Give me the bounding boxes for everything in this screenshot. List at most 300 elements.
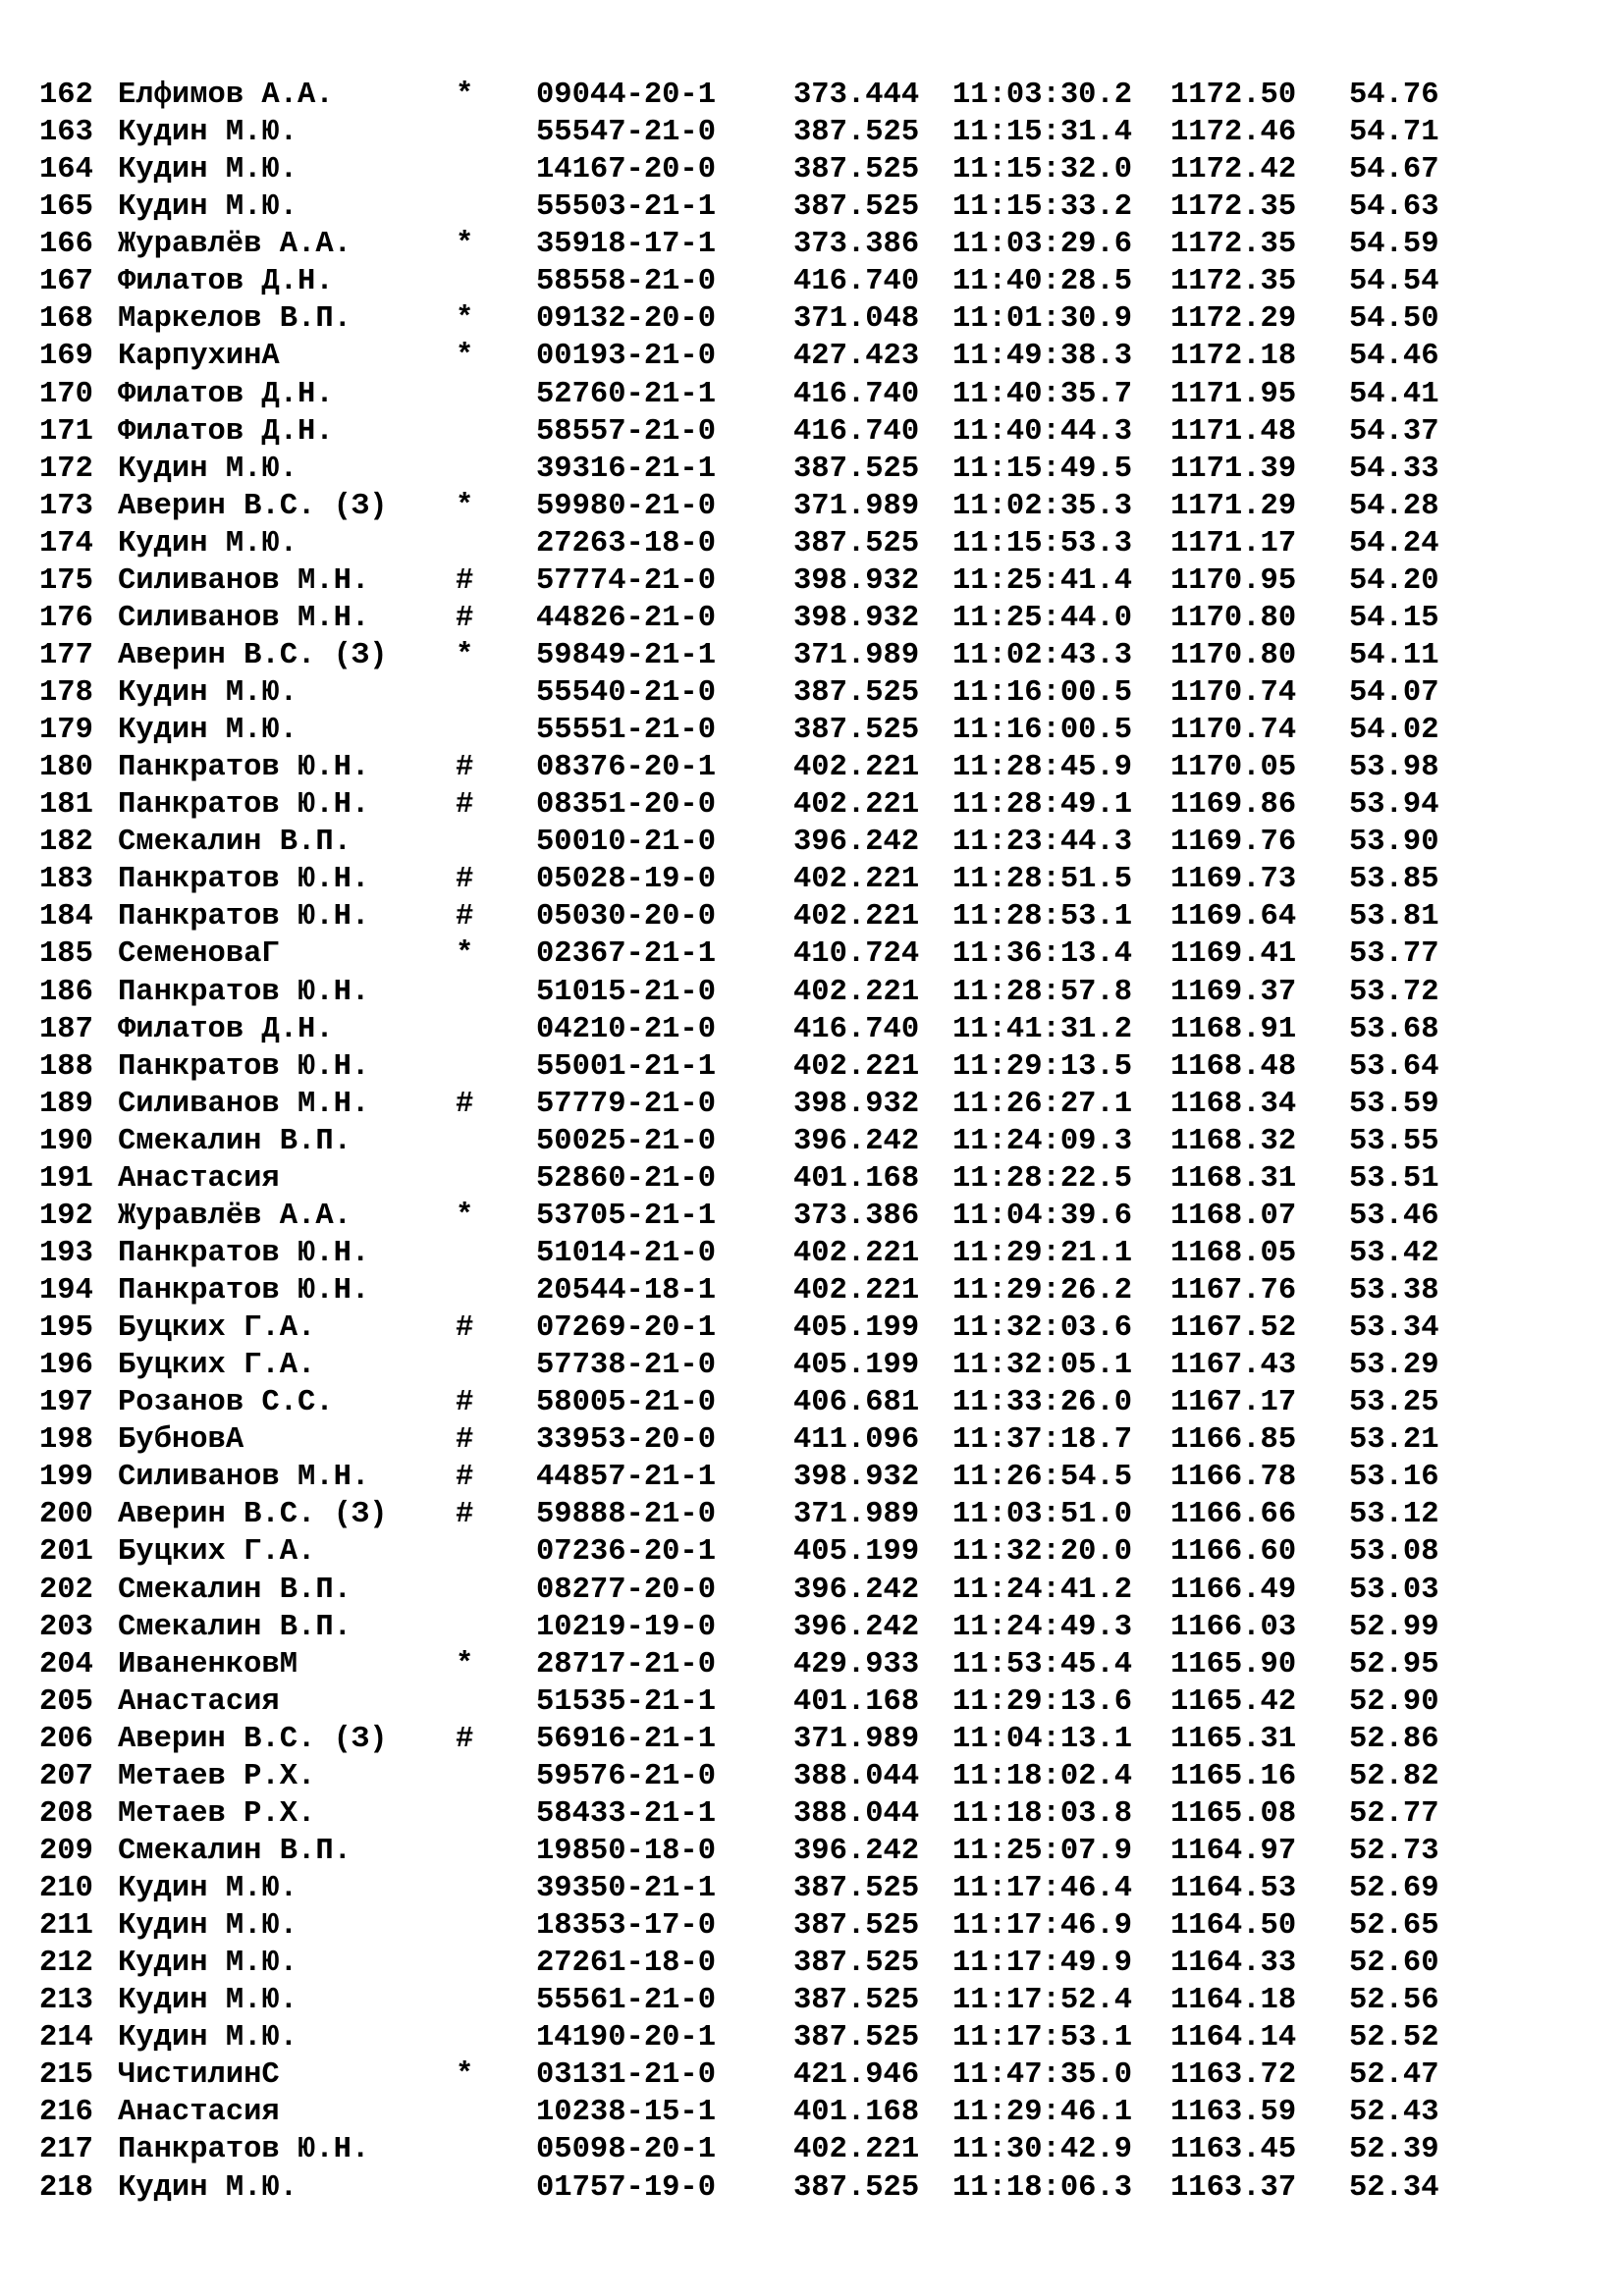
- arrival-time: 11:17:53.1: [952, 2021, 1133, 2056]
- participant-name: Анастасия: [118, 1161, 280, 1196]
- points: 53.64: [1349, 1049, 1439, 1084]
- points: 52.69: [1349, 1872, 1439, 1905]
- distance: 402.221: [793, 788, 920, 823]
- table-row: [39, 413, 1591, 451]
- place: 174: [39, 526, 93, 561]
- speed: 1172.46: [1170, 116, 1297, 150]
- points: 52.56: [1349, 1984, 1439, 2018]
- points: 54.63: [1349, 190, 1439, 225]
- participant-name: Панкратов Ю.Н.: [118, 975, 370, 1009]
- place: 184: [39, 900, 93, 934]
- arrival-time: 11:28:45.9: [952, 751, 1133, 785]
- participant-name: Смекалин В.П.: [118, 1834, 352, 1868]
- points: 53.42: [1349, 1236, 1439, 1270]
- arrival-time: 11:30:42.9: [952, 2133, 1133, 2167]
- participant-name: Филатов Д.Н.: [118, 377, 334, 411]
- arrival-time: 11:28:53.1: [952, 900, 1133, 934]
- arrival-time: 11:02:43.3: [952, 638, 1133, 672]
- distance: 387.525: [793, 676, 920, 710]
- participant-name: Розанов С.С.: [118, 1386, 334, 1420]
- points: 54.54: [1349, 265, 1439, 299]
- distance: 371.989: [793, 1498, 920, 1532]
- arrival-time: 11:23:44.3: [952, 826, 1133, 860]
- participant-name: Кудин М.Ю.: [118, 1984, 298, 2018]
- ring-number: 14167-20-0: [536, 153, 717, 187]
- speed: 1164.50: [1170, 1909, 1297, 1944]
- participant-name: Кудин М.Ю.: [118, 190, 298, 225]
- mark-symbol: #: [456, 1386, 474, 1420]
- distance: 387.525: [793, 714, 920, 748]
- arrival-time: 11:29:13.6: [952, 1684, 1133, 1719]
- place: 173: [39, 489, 93, 523]
- speed: 1165.42: [1170, 1684, 1297, 1719]
- table-row: [39, 1272, 1591, 1309]
- ring-number: 44826-21-0: [536, 601, 717, 635]
- table-row: [39, 1309, 1591, 1347]
- place: 189: [39, 1087, 93, 1121]
- points: 53.85: [1349, 863, 1439, 897]
- arrival-time: 11:28:22.5: [952, 1161, 1133, 1196]
- speed: 1164.97: [1170, 1834, 1297, 1868]
- table-row: [39, 2169, 1591, 2207]
- ring-number: 05030-20-0: [536, 900, 717, 934]
- table-row: [39, 376, 1591, 413]
- table-row: [39, 562, 1591, 600]
- arrival-time: 11:03:29.6: [952, 228, 1133, 262]
- arrival-time: 11:47:35.0: [952, 2058, 1133, 2093]
- arrival-time: 11:24:09.3: [952, 1124, 1133, 1158]
- ring-number: 58557-21-0: [536, 414, 717, 449]
- speed: 1167.76: [1170, 1274, 1297, 1308]
- ring-number: 09044-20-1: [536, 79, 717, 112]
- participant-name: Аверин В.С. (З): [118, 638, 388, 672]
- table-row: [39, 1011, 1591, 1048]
- arrival-time: 11:29:46.1: [952, 2096, 1133, 2130]
- table-row: [39, 338, 1591, 375]
- speed: 1170.80: [1170, 638, 1297, 672]
- speed: 1172.42: [1170, 153, 1297, 187]
- arrival-time: 11:15:31.4: [952, 116, 1133, 150]
- speed: 1168.31: [1170, 1161, 1297, 1196]
- speed: 1167.43: [1170, 1349, 1297, 1383]
- table-row: [39, 1496, 1591, 1533]
- table-row: [39, 2131, 1591, 2168]
- table-row: [39, 1123, 1591, 1160]
- mark-symbol: *: [456, 79, 474, 112]
- speed: 1164.18: [1170, 1984, 1297, 2018]
- table-row: [39, 1347, 1591, 1384]
- points: 53.16: [1349, 1461, 1439, 1495]
- table-row: [39, 1945, 1591, 1982]
- arrival-time: 11:15:49.5: [952, 452, 1133, 486]
- distance: 398.932: [793, 1461, 920, 1495]
- points: 54.46: [1349, 340, 1439, 374]
- table-row: [39, 2019, 1591, 2056]
- ring-number: 59888-21-0: [536, 1498, 717, 1532]
- mark-symbol: #: [456, 1087, 474, 1121]
- arrival-time: 11:17:52.4: [952, 1984, 1133, 2018]
- ring-number: 05028-19-0: [536, 863, 717, 897]
- participant-name: ЧистилинС: [118, 2058, 280, 2093]
- place: 207: [39, 1759, 93, 1793]
- ring-number: 55001-21-1: [536, 1049, 717, 1084]
- mark-symbol: *: [456, 937, 474, 972]
- table-row: [39, 1982, 1591, 2019]
- speed: 1169.86: [1170, 788, 1297, 823]
- speed: 1165.90: [1170, 1647, 1297, 1682]
- points: 53.38: [1349, 1274, 1439, 1308]
- place: 212: [39, 1947, 93, 1981]
- speed: 1165.16: [1170, 1759, 1297, 1793]
- ring-number: 55547-21-0: [536, 116, 717, 150]
- place: 185: [39, 937, 93, 972]
- speed: 1172.18: [1170, 340, 1297, 374]
- speed: 1169.76: [1170, 826, 1297, 860]
- table-row: [39, 1086, 1591, 1123]
- speed: 1171.95: [1170, 377, 1297, 411]
- table-row: [39, 1795, 1591, 1833]
- ring-number: 52860-21-0: [536, 1161, 717, 1196]
- place: 214: [39, 2021, 93, 2056]
- place: 195: [39, 1311, 93, 1346]
- distance: 387.525: [793, 116, 920, 150]
- arrival-time: 11:32:20.0: [952, 1535, 1133, 1570]
- table-row: [39, 1459, 1591, 1496]
- ring-number: 08351-20-0: [536, 788, 717, 823]
- table-row: [39, 1870, 1591, 1907]
- speed: 1169.37: [1170, 975, 1297, 1009]
- speed: 1170.80: [1170, 601, 1297, 635]
- speed: 1172.35: [1170, 190, 1297, 225]
- ring-number: 39316-21-1: [536, 452, 717, 486]
- table-row: [39, 1833, 1591, 1870]
- arrival-time: 11:01:30.9: [952, 302, 1133, 337]
- participant-name: Анастасия: [118, 2096, 280, 2130]
- ring-number: 44857-21-1: [536, 1461, 717, 1495]
- ring-number: 55561-21-0: [536, 1984, 717, 2018]
- speed: 1165.31: [1170, 1722, 1297, 1756]
- place: 162: [39, 79, 93, 112]
- ring-number: 18353-17-0: [536, 1909, 717, 1944]
- speed: 1170.74: [1170, 714, 1297, 748]
- place: 198: [39, 1423, 93, 1458]
- place: 163: [39, 116, 93, 150]
- mark-symbol: *: [456, 489, 474, 523]
- arrival-time: 11:15:53.3: [952, 526, 1133, 561]
- participant-name: Филатов Д.Н.: [118, 414, 334, 449]
- participant-name: Маркелов В.П.: [118, 302, 352, 337]
- distance: 406.681: [793, 1386, 920, 1420]
- arrival-time: 11:26:27.1: [952, 1087, 1133, 1121]
- results-table: [39, 77, 1591, 2207]
- points: 54.41: [1349, 377, 1439, 411]
- place: 190: [39, 1124, 93, 1158]
- distance: 387.525: [793, 1947, 920, 1981]
- distance: 402.221: [793, 1049, 920, 1084]
- distance: 396.242: [793, 1834, 920, 1868]
- arrival-time: 11:32:03.6: [952, 1311, 1133, 1346]
- place: 215: [39, 2058, 93, 2093]
- distance: 402.221: [793, 863, 920, 897]
- distance: 421.946: [793, 2058, 920, 2093]
- points: 52.60: [1349, 1947, 1439, 1981]
- distance: 427.423: [793, 340, 920, 374]
- points: 53.98: [1349, 751, 1439, 785]
- place: 187: [39, 1012, 93, 1046]
- table-row: [39, 637, 1591, 674]
- points: 53.51: [1349, 1161, 1439, 1196]
- place: 206: [39, 1722, 93, 1756]
- table-row: [39, 1235, 1591, 1272]
- ring-number: 57779-21-0: [536, 1087, 717, 1121]
- distance: 388.044: [793, 1759, 920, 1793]
- arrival-time: 11:17:46.4: [952, 1872, 1133, 1905]
- ring-number: 52760-21-1: [536, 377, 717, 411]
- speed: 1166.66: [1170, 1498, 1297, 1532]
- participant-name: Буцких Г.А.: [118, 1349, 316, 1383]
- speed: 1172.35: [1170, 228, 1297, 262]
- table-row: [39, 1721, 1591, 1758]
- distance: 387.525: [793, 1984, 920, 2018]
- distance: 371.989: [793, 1722, 920, 1756]
- points: 52.34: [1349, 2170, 1439, 2205]
- ring-number: 28717-21-0: [536, 1647, 717, 1682]
- points: 52.99: [1349, 1610, 1439, 1644]
- participant-name: Метаев Р.Х.: [118, 1796, 316, 1831]
- participant-name: Панкратов Ю.Н.: [118, 1236, 370, 1270]
- speed: 1168.91: [1170, 1012, 1297, 1046]
- distance: 373.386: [793, 228, 920, 262]
- ring-number: 08376-20-1: [536, 751, 717, 785]
- participant-name: Смекалин В.П.: [118, 1610, 352, 1644]
- ring-number: 27263-18-0: [536, 526, 717, 561]
- speed: 1164.53: [1170, 1872, 1297, 1905]
- points: 52.65: [1349, 1909, 1439, 1944]
- points: 52.52: [1349, 2021, 1439, 2056]
- arrival-time: 11:25:41.4: [952, 563, 1133, 598]
- mark-symbol: *: [456, 228, 474, 262]
- arrival-time: 11:37:18.7: [952, 1423, 1133, 1458]
- participant-name: Панкратов Ю.Н.: [118, 1274, 370, 1308]
- place: 213: [39, 1984, 93, 2018]
- arrival-time: 11:25:44.0: [952, 601, 1133, 635]
- distance: 402.221: [793, 751, 920, 785]
- distance: 405.199: [793, 1349, 920, 1383]
- ring-number: 39350-21-1: [536, 1872, 717, 1905]
- table-row: [39, 488, 1591, 525]
- place: 186: [39, 975, 93, 1009]
- table-row: [39, 1609, 1591, 1646]
- table-row: [39, 525, 1591, 562]
- distance: 416.740: [793, 1012, 920, 1046]
- place: 171: [39, 414, 93, 449]
- speed: 1166.49: [1170, 1573, 1297, 1607]
- speed: 1172.35: [1170, 265, 1297, 299]
- table-row: [39, 1384, 1591, 1421]
- points: 54.11: [1349, 638, 1439, 672]
- participant-name: Смекалин В.П.: [118, 826, 352, 860]
- arrival-time: 11:40:44.3: [952, 414, 1133, 449]
- place: 182: [39, 826, 93, 860]
- points: 54.71: [1349, 116, 1439, 150]
- participant-name: Аверин В.С. (З): [118, 489, 388, 523]
- points: 54.28: [1349, 489, 1439, 523]
- points: 53.55: [1349, 1124, 1439, 1158]
- distance: 410.724: [793, 937, 920, 972]
- ring-number: 57774-21-0: [536, 563, 717, 598]
- place: 180: [39, 751, 93, 785]
- points: 52.82: [1349, 1759, 1439, 1793]
- speed: 1166.60: [1170, 1535, 1297, 1570]
- ring-number: 58005-21-0: [536, 1386, 717, 1420]
- participant-name: Смекалин В.П.: [118, 1124, 352, 1158]
- distance: 411.096: [793, 1423, 920, 1458]
- arrival-time: 11:28:51.5: [952, 863, 1133, 897]
- place: 178: [39, 676, 93, 710]
- speed: 1169.73: [1170, 863, 1297, 897]
- table-row: [39, 1421, 1591, 1459]
- place: 168: [39, 302, 93, 337]
- ring-number: 51014-21-0: [536, 1236, 717, 1270]
- participant-name: Анастасия: [118, 1684, 280, 1719]
- mark-symbol: #: [456, 1498, 474, 1532]
- ring-number: 01757-19-0: [536, 2170, 717, 2205]
- points: 53.94: [1349, 788, 1439, 823]
- place: 196: [39, 1349, 93, 1383]
- arrival-time: 11:02:35.3: [952, 489, 1133, 523]
- distance: 402.221: [793, 1236, 920, 1270]
- place: 170: [39, 377, 93, 411]
- participant-name: Силиванов М.Н.: [118, 1087, 370, 1121]
- participant-name: Кудин М.Ю.: [118, 452, 298, 486]
- table-row: [39, 1683, 1591, 1721]
- arrival-time: 11:40:35.7: [952, 377, 1133, 411]
- distance: 429.933: [793, 1647, 920, 1682]
- arrival-time: 11:18:06.3: [952, 2170, 1133, 2205]
- arrival-time: 11:24:49.3: [952, 1610, 1133, 1644]
- speed: 1167.52: [1170, 1311, 1297, 1346]
- ring-number: 51015-21-0: [536, 975, 717, 1009]
- distance: 388.044: [793, 1796, 920, 1831]
- participant-name: КарпухинА: [118, 340, 280, 374]
- ring-number: 09132-20-0: [536, 302, 717, 337]
- distance: 402.221: [793, 2133, 920, 2167]
- participant-name: Панкратов Ю.Н.: [118, 900, 370, 934]
- table-row: [39, 188, 1591, 226]
- points: 53.68: [1349, 1012, 1439, 1046]
- distance: 371.048: [793, 302, 920, 337]
- table-row: [39, 151, 1591, 188]
- table-row: [39, 114, 1591, 151]
- mark-symbol: *: [456, 1647, 474, 1682]
- participant-name: Панкратов Ю.Н.: [118, 788, 370, 823]
- place: 194: [39, 1274, 93, 1308]
- ring-number: 07236-20-1: [536, 1535, 717, 1570]
- participant-name: Кудин М.Ю.: [118, 2170, 298, 2205]
- points: 54.02: [1349, 714, 1439, 748]
- place: 172: [39, 452, 93, 486]
- table-row: [39, 674, 1591, 712]
- participant-name: Кудин М.Ю.: [118, 1872, 298, 1905]
- arrival-time: 11:41:31.2: [952, 1012, 1133, 1046]
- speed: 1167.17: [1170, 1386, 1297, 1420]
- participant-name: Филатов Д.Н.: [118, 1012, 334, 1046]
- participant-name: Панкратов Ю.Н.: [118, 1049, 370, 1084]
- arrival-time: 11:24:41.2: [952, 1573, 1133, 1607]
- arrival-time: 11:26:54.5: [952, 1461, 1133, 1495]
- table-row: [39, 600, 1591, 637]
- speed: 1171.29: [1170, 489, 1297, 523]
- points: 54.33: [1349, 452, 1439, 486]
- speed: 1163.59: [1170, 2096, 1297, 2130]
- speed: 1166.85: [1170, 1423, 1297, 1458]
- place: 166: [39, 228, 93, 262]
- ring-number: 56916-21-1: [536, 1722, 717, 1756]
- ring-number: 59849-21-1: [536, 638, 717, 672]
- points: 52.43: [1349, 2096, 1439, 2130]
- ring-number: 20544-18-1: [536, 1274, 717, 1308]
- ring-number: 02367-21-1: [536, 937, 717, 972]
- ring-number: 05098-20-1: [536, 2133, 717, 2167]
- points: 53.46: [1349, 1199, 1439, 1233]
- ring-number: 00193-21-0: [536, 340, 717, 374]
- place: 167: [39, 265, 93, 299]
- arrival-time: 11:18:02.4: [952, 1759, 1133, 1793]
- arrival-time: 11:15:33.2: [952, 190, 1133, 225]
- place: 164: [39, 153, 93, 187]
- ring-number: 51535-21-1: [536, 1684, 717, 1719]
- distance: 373.386: [793, 1199, 920, 1233]
- participant-name: БубновА: [118, 1423, 244, 1458]
- participant-name: Панкратов Ю.Н.: [118, 751, 370, 785]
- arrival-time: 11:15:32.0: [952, 153, 1133, 187]
- participant-name: Буцких Г.А.: [118, 1311, 316, 1346]
- ring-number: 10238-15-1: [536, 2096, 717, 2130]
- arrival-time: 11:16:00.5: [952, 714, 1133, 748]
- participant-name: Кудин М.Ю.: [118, 676, 298, 710]
- participant-name: Елфимов А.А.: [118, 79, 334, 112]
- distance: 405.199: [793, 1311, 920, 1346]
- mark-symbol: #: [456, 1311, 474, 1346]
- distance: 387.525: [793, 452, 920, 486]
- place: 211: [39, 1909, 93, 1944]
- speed: 1170.74: [1170, 676, 1297, 710]
- points: 53.72: [1349, 975, 1439, 1009]
- table-row: [39, 1907, 1591, 1945]
- distance: 387.525: [793, 2170, 920, 2205]
- ring-number: 08277-20-0: [536, 1573, 717, 1607]
- place: 165: [39, 190, 93, 225]
- participant-name: Кудин М.Ю.: [118, 1909, 298, 1944]
- participant-name: Силиванов М.Н.: [118, 1461, 370, 1495]
- participant-name: Смекалин В.П.: [118, 1573, 352, 1607]
- mark-symbol: #: [456, 751, 474, 785]
- place: 205: [39, 1684, 93, 1719]
- ring-number: 58433-21-1: [536, 1796, 717, 1831]
- points: 53.29: [1349, 1349, 1439, 1383]
- distance: 396.242: [793, 1610, 920, 1644]
- participant-name: Панкратов Ю.Н.: [118, 863, 370, 897]
- mark-symbol: *: [456, 340, 474, 374]
- table-row: [39, 1572, 1591, 1609]
- ring-number: 19850-18-0: [536, 1834, 717, 1868]
- distance: 387.525: [793, 190, 920, 225]
- place: 217: [39, 2133, 93, 2167]
- speed: 1170.05: [1170, 751, 1297, 785]
- place: 203: [39, 1610, 93, 1644]
- arrival-time: 11:29:21.1: [952, 1236, 1133, 1270]
- table-row: [39, 1198, 1591, 1235]
